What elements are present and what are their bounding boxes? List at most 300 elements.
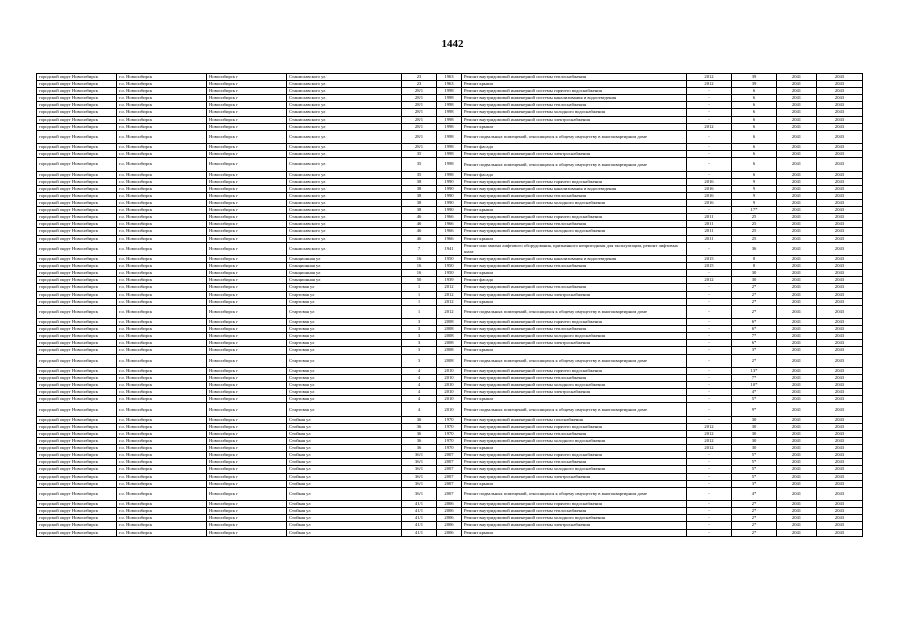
plan-start-cell: 2041 bbox=[777, 207, 817, 214]
work-type-cell: Ремонт внутридомовой инженерной системы электроснабжения bbox=[462, 473, 687, 480]
plan-end-cell: 2043 bbox=[817, 74, 863, 81]
build-year-cell: 1990 bbox=[437, 185, 462, 192]
last-repair-year-cell: - bbox=[687, 326, 732, 333]
street-cell: Станиславского ул bbox=[287, 221, 402, 228]
build-year-cell: 2008 bbox=[437, 319, 462, 326]
table-row bbox=[37, 74, 863, 81]
last-repair-year-cell: 2015 bbox=[687, 263, 732, 270]
plan-end-cell: 2043 bbox=[817, 193, 863, 200]
work-type-cell: Ремонт крыши bbox=[462, 298, 687, 305]
house-number-cell: 3 bbox=[402, 354, 437, 367]
table-row bbox=[37, 326, 863, 333]
plan-start-cell: 2041 bbox=[777, 473, 817, 480]
build-year-cell: 2010 bbox=[437, 396, 462, 403]
last-repair-year-cell: 2011 bbox=[687, 221, 732, 228]
house-number-cell: 50 bbox=[402, 277, 437, 284]
house-number-cell: 36/1 bbox=[402, 452, 437, 459]
district-cell: городской округ Новосибирск bbox=[37, 95, 117, 102]
work-type-cell: Ремонт внутридомовой инженерной системы теплоснабжения bbox=[462, 508, 687, 515]
district-cell: городской округ Новосибирск bbox=[37, 452, 117, 459]
city-cell: Новосибирск г bbox=[207, 214, 287, 221]
city-cell: Новосибирск г bbox=[207, 102, 287, 109]
table-row bbox=[37, 158, 863, 171]
wear-cell: 39 bbox=[732, 74, 777, 81]
street-cell: Стойкая ул bbox=[287, 416, 402, 423]
plan-start-cell: 2041 bbox=[777, 235, 817, 242]
street-cell: Станиславского ул bbox=[287, 235, 402, 242]
table-row bbox=[37, 375, 863, 382]
plan-start-cell: 2041 bbox=[777, 389, 817, 396]
city-cell: Новосибирск г bbox=[207, 277, 287, 284]
street-cell: Станционная ул bbox=[287, 270, 402, 277]
wear-cell: 6* bbox=[732, 319, 777, 326]
wear-cell: 3* bbox=[732, 480, 777, 487]
last-repair-year-cell: - bbox=[687, 480, 732, 487]
house-number-cell: 28/1 bbox=[402, 116, 437, 123]
plan-start-cell: 2041 bbox=[777, 522, 817, 529]
table-row bbox=[37, 185, 863, 192]
wear-cell: 36 bbox=[732, 242, 777, 255]
street-cell: Стойкая ул bbox=[287, 522, 402, 529]
district-cell: городской округ Новосибирск bbox=[37, 109, 117, 116]
municipality-cell: г.о. Новосибирск bbox=[117, 109, 207, 116]
district-cell: городской округ Новосибирск bbox=[37, 277, 117, 284]
city-cell: Новосибирск г bbox=[207, 367, 287, 374]
work-type-cell: Ремонт подвальных помещений, относящихся к общему имуществу в многоквартирном доме bbox=[462, 130, 687, 143]
table-row bbox=[37, 151, 863, 158]
house-number-cell: 4 bbox=[402, 389, 437, 396]
house-number-cell: 38 bbox=[402, 178, 437, 185]
street-cell: Станиславского ул bbox=[287, 151, 402, 158]
build-year-cell: 1990 bbox=[437, 178, 462, 185]
plan-start-cell: 2041 bbox=[777, 487, 817, 500]
plan-end-cell: 2043 bbox=[817, 438, 863, 445]
work-type-cell: Ремонт внутридомовой инженерной системы электроснабжения bbox=[462, 151, 687, 158]
plan-start-cell: 2041 bbox=[777, 144, 817, 151]
wear-cell: 6 bbox=[732, 144, 777, 151]
plan-end-cell: 2043 bbox=[817, 416, 863, 423]
work-type-cell: Ремонт внутридомовой инженерной системы теплоснабжения bbox=[462, 326, 687, 333]
plan-start-cell: 2041 bbox=[777, 298, 817, 305]
district-cell: городской округ Новосибирск bbox=[37, 235, 117, 242]
district-cell: городской округ Новосибирск bbox=[37, 501, 117, 508]
wear-cell: 4* bbox=[732, 487, 777, 500]
plan-start-cell: 2041 bbox=[777, 178, 817, 185]
build-year-cell: 2006 bbox=[437, 522, 462, 529]
work-type-cell: Ремонт внутридомовой инженерной системы холодного водоснабжения bbox=[462, 228, 687, 235]
work-type-cell: Ремонт подвальных помещений, относящихся к общему имуществу в многоквартирном доме bbox=[462, 354, 687, 367]
work-type-cell: Ремонт фасада bbox=[462, 171, 687, 178]
last-repair-year-cell: - bbox=[687, 403, 732, 416]
house-number-cell: 23 bbox=[402, 74, 437, 81]
house-number-cell: 3 bbox=[402, 326, 437, 333]
wear-cell: 5* bbox=[732, 459, 777, 466]
district-cell: городской округ Новосибирск bbox=[37, 305, 117, 318]
plan-start-cell: 2041 bbox=[777, 228, 817, 235]
municipality-cell: г.о. Новосибирск bbox=[117, 529, 207, 536]
build-year-cell: 2007 bbox=[437, 452, 462, 459]
build-year-cell: 1998 bbox=[437, 151, 462, 158]
table-row bbox=[37, 354, 863, 367]
district-cell: городской округ Новосибирск bbox=[37, 403, 117, 416]
plan-end-cell: 2043 bbox=[817, 487, 863, 500]
table-row bbox=[37, 389, 863, 396]
house-number-cell: 7 bbox=[402, 242, 437, 255]
street-cell: Стойкая ул bbox=[287, 473, 402, 480]
build-year-cell: 1998 bbox=[437, 95, 462, 102]
last-repair-year-cell: - bbox=[687, 151, 732, 158]
wear-cell: 9 bbox=[732, 193, 777, 200]
municipality-cell: г.о. Новосибирск bbox=[117, 256, 207, 263]
table-row bbox=[37, 305, 863, 318]
municipality-cell: г.о. Новосибирск bbox=[117, 291, 207, 298]
plan-end-cell: 2043 bbox=[817, 235, 863, 242]
municipality-cell: г.о. Новосибирск bbox=[117, 459, 207, 466]
city-cell: Новосибирск г bbox=[207, 416, 287, 423]
house-number-cell: 35 bbox=[402, 171, 437, 178]
last-repair-year-cell: - bbox=[687, 102, 732, 109]
plan-start-cell: 2041 bbox=[777, 319, 817, 326]
street-cell: Стойкая ул bbox=[287, 501, 402, 508]
municipality-cell: г.о. Новосибирск bbox=[117, 375, 207, 382]
district-cell: городской округ Новосибирск bbox=[37, 529, 117, 536]
build-year-cell: 2012 bbox=[437, 284, 462, 291]
district-cell: городской округ Новосибирск bbox=[37, 466, 117, 473]
table-row bbox=[37, 263, 863, 270]
last-repair-year-cell: 2012 bbox=[687, 431, 732, 438]
plan-end-cell: 2043 bbox=[817, 277, 863, 284]
plan-start-cell: 2041 bbox=[777, 416, 817, 423]
work-type-cell: Ремонт подвальных помещений, относящихся к общему имуществу в многоквартирном доме bbox=[462, 403, 687, 416]
house-number-cell: 28/1 bbox=[402, 102, 437, 109]
municipality-cell: г.о. Новосибирск bbox=[117, 130, 207, 143]
plan-start-cell: 2041 bbox=[777, 200, 817, 207]
street-cell: Стойкая ул bbox=[287, 515, 402, 522]
plan-end-cell: 2043 bbox=[817, 354, 863, 367]
city-cell: Новосибирск г bbox=[207, 185, 287, 192]
table-row bbox=[37, 200, 863, 207]
last-repair-year-cell: 2012 bbox=[687, 123, 732, 130]
municipality-cell: г.о. Новосибирск bbox=[117, 151, 207, 158]
city-cell: Новосибирск г bbox=[207, 291, 287, 298]
municipality-cell: г.о. Новосибирск bbox=[117, 270, 207, 277]
table-row bbox=[37, 487, 863, 500]
street-cell: Стойкая ул bbox=[287, 529, 402, 536]
wear-cell: 30 bbox=[732, 277, 777, 284]
last-repair-year-cell: - bbox=[687, 416, 732, 423]
district-cell: городской округ Новосибирск bbox=[37, 480, 117, 487]
build-year-cell: 1998 bbox=[437, 123, 462, 130]
plan-end-cell: 2043 bbox=[817, 95, 863, 102]
wear-cell: 2* bbox=[732, 515, 777, 522]
plan-start-cell: 2041 bbox=[777, 88, 817, 95]
table-row bbox=[37, 235, 863, 242]
house-number-cell: 36/1 bbox=[402, 473, 437, 480]
plan-end-cell: 2043 bbox=[817, 284, 863, 291]
last-repair-year-cell: - bbox=[687, 144, 732, 151]
street-cell: Стартовая ул bbox=[287, 326, 402, 333]
street-cell: Стойкая ул bbox=[287, 423, 402, 430]
district-cell: городской округ Новосибирск bbox=[37, 354, 117, 367]
municipality-cell: г.о. Новосибирск bbox=[117, 102, 207, 109]
plan-end-cell: 2043 bbox=[817, 347, 863, 354]
work-type-cell: Ремонт внутридомовой инженерной системы теплоснабжения bbox=[462, 284, 687, 291]
build-year-cell: 1990 bbox=[437, 193, 462, 200]
plan-end-cell: 2043 bbox=[817, 515, 863, 522]
plan-start-cell: 2041 bbox=[777, 396, 817, 403]
last-repair-year-cell: - bbox=[687, 375, 732, 382]
last-repair-year-cell: - bbox=[687, 452, 732, 459]
table-row bbox=[37, 423, 863, 430]
work-type-cell: Ремонт крыши bbox=[462, 123, 687, 130]
work-type-cell: Ремонт крыши bbox=[462, 81, 687, 88]
work-type-cell: Ремонт внутридомовой инженерной системы электроснабжения bbox=[462, 340, 687, 347]
work-type-cell: Ремонт внутридомовой инженерной системы горячего водоснабжения bbox=[462, 214, 687, 221]
table-row bbox=[37, 445, 863, 452]
last-repair-year-cell: 2015 bbox=[687, 256, 732, 263]
work-type-cell: Ремонт крыши bbox=[462, 270, 687, 277]
municipality-cell: г.о. Новосибирск bbox=[117, 207, 207, 214]
house-number-cell: 28/1 bbox=[402, 123, 437, 130]
house-number-cell: 28/1 bbox=[402, 130, 437, 143]
table-row bbox=[37, 270, 863, 277]
wear-cell: 6 bbox=[732, 158, 777, 171]
municipality-cell: г.о. Новосибирск bbox=[117, 452, 207, 459]
build-year-cell: 1970 bbox=[437, 438, 462, 445]
build-year-cell: 1970 bbox=[437, 423, 462, 430]
plan-start-cell: 2041 bbox=[777, 459, 817, 466]
last-repair-year-cell: 2012 bbox=[687, 438, 732, 445]
district-cell: городской округ Новосибирск bbox=[37, 416, 117, 423]
plan-start-cell: 2041 bbox=[777, 333, 817, 340]
wear-cell: 25 bbox=[732, 235, 777, 242]
municipality-cell: г.о. Новосибирск bbox=[117, 480, 207, 487]
last-repair-year-cell: - bbox=[687, 207, 732, 214]
house-number-cell: 1 bbox=[402, 298, 437, 305]
table-row bbox=[37, 171, 863, 178]
table-row bbox=[37, 340, 863, 347]
city-cell: Новосибирск г bbox=[207, 95, 287, 102]
city-cell: Новосибирск г bbox=[207, 270, 287, 277]
city-cell: Новосибирск г bbox=[207, 473, 287, 480]
street-cell: Стойкая ул bbox=[287, 445, 402, 452]
table-row bbox=[37, 515, 863, 522]
street-cell: Стойкая ул bbox=[287, 480, 402, 487]
municipality-cell: г.о. Новосибирск bbox=[117, 396, 207, 403]
plan-start-cell: 2041 bbox=[777, 305, 817, 318]
city-cell: Новосибирск г bbox=[207, 74, 287, 81]
street-cell: Станиславского ул bbox=[287, 102, 402, 109]
plan-start-cell: 2041 bbox=[777, 508, 817, 515]
municipality-cell: г.о. Новосибирск bbox=[117, 144, 207, 151]
wear-cell: 6 bbox=[732, 102, 777, 109]
plan-end-cell: 2043 bbox=[817, 207, 863, 214]
work-type-cell: Ремонт внутридомовой инженерной системы теплоснабжения bbox=[462, 102, 687, 109]
work-type-cell: Ремонт внутридомовой инженерной системы холодного водоснабжения bbox=[462, 515, 687, 522]
plan-start-cell: 2041 bbox=[777, 221, 817, 228]
street-cell: Стартовая ул bbox=[287, 367, 402, 374]
district-cell: городской округ Новосибирск bbox=[37, 263, 117, 270]
municipality-cell: г.о. Новосибирск bbox=[117, 403, 207, 416]
table-row bbox=[37, 144, 863, 151]
street-cell: Станиславского ул bbox=[287, 185, 402, 192]
work-type-cell: Ремонт внутридомовой инженерной системы горячего водоснабжения bbox=[462, 319, 687, 326]
municipality-cell: г.о. Новосибирск bbox=[117, 178, 207, 185]
build-year-cell: 1998 bbox=[437, 144, 462, 151]
last-repair-year-cell: - bbox=[687, 367, 732, 374]
table-row bbox=[37, 284, 863, 291]
wear-cell: 6* bbox=[732, 326, 777, 333]
district-cell: городской округ Новосибирск bbox=[37, 171, 117, 178]
city-cell: Новосибирск г bbox=[207, 158, 287, 171]
plan-end-cell: 2043 bbox=[817, 263, 863, 270]
table-row bbox=[37, 102, 863, 109]
street-cell: Стартовая ул bbox=[287, 375, 402, 382]
city-cell: Новосибирск г bbox=[207, 522, 287, 529]
work-type-cell: Ремонт внутридомовой инженерной системы теплоснабжения bbox=[462, 459, 687, 466]
wear-cell: 6 bbox=[732, 171, 777, 178]
district-cell: городской округ Новосибирск bbox=[37, 123, 117, 130]
plan-start-cell: 2041 bbox=[777, 326, 817, 333]
wear-cell: 30 bbox=[732, 438, 777, 445]
district-cell: городской округ Новосибирск bbox=[37, 375, 117, 382]
municipality-cell: г.о. Новосибирск bbox=[117, 473, 207, 480]
plan-end-cell: 2043 bbox=[817, 319, 863, 326]
plan-end-cell: 2043 bbox=[817, 452, 863, 459]
table-row bbox=[37, 319, 863, 326]
plan-end-cell: 2043 bbox=[817, 298, 863, 305]
city-cell: Новосибирск г bbox=[207, 109, 287, 116]
city-cell: Новосибирск г bbox=[207, 396, 287, 403]
street-cell: Стойкая ул bbox=[287, 431, 402, 438]
municipality-cell: г.о. Новосибирск bbox=[117, 193, 207, 200]
work-type-cell: Ремонт фасада bbox=[462, 144, 687, 151]
plan-start-cell: 2041 bbox=[777, 403, 817, 416]
city-cell: Новосибирск г bbox=[207, 501, 287, 508]
wear-cell: 6* bbox=[732, 340, 777, 347]
street-cell: Стартовая ул bbox=[287, 389, 402, 396]
build-year-cell: 2012 bbox=[437, 298, 462, 305]
house-number-cell: 4 bbox=[402, 382, 437, 389]
house-number-cell: 1 bbox=[402, 305, 437, 318]
wear-cell: 13* bbox=[732, 367, 777, 374]
work-type-cell: Ремонт подвальных помещений, относящихся к общему имуществу в многоквартирном доме bbox=[462, 487, 687, 500]
work-type-cell: Ремонт внутридомовой инженерной системы канализования и водоотведения bbox=[462, 95, 687, 102]
work-type-cell: Ремонт подвальных помещений, относящихся к общему имуществу в многоквартирном доме bbox=[462, 305, 687, 318]
street-cell: Станиславского ул bbox=[287, 228, 402, 235]
wear-cell: 2* bbox=[732, 284, 777, 291]
work-type-cell: Ремонт внутридомовой инженерной системы теплоснабжения bbox=[462, 221, 687, 228]
municipality-cell: г.о. Новосибирск bbox=[117, 522, 207, 529]
plan-start-cell: 2041 bbox=[777, 109, 817, 116]
plan-end-cell: 2043 bbox=[817, 522, 863, 529]
house-number-cell: 36 bbox=[402, 423, 437, 430]
wear-cell: 17* bbox=[732, 207, 777, 214]
build-year-cell: 1998 bbox=[437, 130, 462, 143]
plan-end-cell: 2043 bbox=[817, 102, 863, 109]
last-repair-year-cell: - bbox=[687, 171, 732, 178]
house-number-cell: 28/1 bbox=[402, 88, 437, 95]
table-row bbox=[37, 277, 863, 284]
plan-start-cell: 2041 bbox=[777, 431, 817, 438]
district-cell: городской округ Новосибирск bbox=[37, 487, 117, 500]
house-number-cell: 41/1 bbox=[402, 508, 437, 515]
house-number-cell: 46 bbox=[402, 221, 437, 228]
district-cell: городской округ Новосибирск bbox=[37, 81, 117, 88]
street-cell: Стартовая ул bbox=[287, 298, 402, 305]
municipality-cell: г.о. Новосибирск bbox=[117, 431, 207, 438]
district-cell: городской округ Новосибирск bbox=[37, 185, 117, 192]
city-cell: Новосибирск г bbox=[207, 438, 287, 445]
wear-cell: 6 bbox=[732, 95, 777, 102]
wear-cell: 6 bbox=[732, 88, 777, 95]
city-cell: Новосибирск г bbox=[207, 389, 287, 396]
municipality-cell: г.о. Новосибирск bbox=[117, 487, 207, 500]
plan-start-cell: 2041 bbox=[777, 480, 817, 487]
wear-cell: 25 bbox=[732, 228, 777, 235]
district-cell: городской округ Новосибирск bbox=[37, 389, 117, 396]
street-cell: Стартовая ул bbox=[287, 340, 402, 347]
municipality-cell: г.о. Новосибирск bbox=[117, 438, 207, 445]
last-repair-year-cell: 2016 bbox=[687, 185, 732, 192]
build-year-cell: 1998 bbox=[437, 102, 462, 109]
build-year-cell: 2007 bbox=[437, 487, 462, 500]
work-type-cell: Ремонт внутридомовой инженерной системы холодного водоснабжения bbox=[462, 382, 687, 389]
build-year-cell: 1970 bbox=[437, 416, 462, 423]
district-cell: городской округ Новосибирск bbox=[37, 438, 117, 445]
build-year-cell: 2010 bbox=[437, 367, 462, 374]
plan-end-cell: 2043 bbox=[817, 529, 863, 536]
city-cell: Новосибирск г bbox=[207, 423, 287, 430]
district-cell: городской округ Новосибирск bbox=[37, 340, 117, 347]
table-row bbox=[37, 256, 863, 263]
city-cell: Новосибирск г bbox=[207, 221, 287, 228]
district-cell: городской округ Новосибирск bbox=[37, 333, 117, 340]
work-type-cell: Ремонт фасада bbox=[462, 277, 687, 284]
wear-cell: 7* bbox=[732, 333, 777, 340]
plan-start-cell: 2041 bbox=[777, 291, 817, 298]
plan-end-cell: 2043 bbox=[817, 508, 863, 515]
last-repair-year-cell: - bbox=[687, 529, 732, 536]
table-row bbox=[37, 382, 863, 389]
street-cell: Станиславского ул bbox=[287, 144, 402, 151]
plan-end-cell: 2043 bbox=[817, 326, 863, 333]
wear-cell: 25 bbox=[732, 214, 777, 221]
last-repair-year-cell: - bbox=[687, 347, 732, 354]
plan-start-cell: 2041 bbox=[777, 452, 817, 459]
plan-start-cell: 2041 bbox=[777, 340, 817, 347]
municipality-cell: г.о. Новосибирск bbox=[117, 277, 207, 284]
work-type-cell: Ремонт внутридомовой инженерной системы горячего водоснабжения bbox=[462, 367, 687, 374]
build-year-cell: 2008 bbox=[437, 333, 462, 340]
plan-start-cell: 2041 bbox=[777, 74, 817, 81]
plan-end-cell: 2043 bbox=[817, 185, 863, 192]
plan-end-cell: 2043 bbox=[817, 291, 863, 298]
wear-cell: 9 bbox=[732, 178, 777, 185]
build-year-cell: 2008 bbox=[437, 347, 462, 354]
street-cell: Стойкая ул bbox=[287, 487, 402, 500]
house-number-cell: 46 bbox=[402, 214, 437, 221]
work-type-cell: Ремонт крыши bbox=[462, 207, 687, 214]
table-row bbox=[37, 501, 863, 508]
build-year-cell: 1998 bbox=[437, 158, 462, 171]
work-type-cell: Ремонт подвальных помещений, относящихся к общему имуществу в многоквартирном доме bbox=[462, 158, 687, 171]
plan-end-cell: 2043 bbox=[817, 242, 863, 255]
city-cell: Новосибирск г bbox=[207, 200, 287, 207]
last-repair-year-cell: - bbox=[687, 515, 732, 522]
wear-cell: 30 bbox=[732, 270, 777, 277]
build-year-cell: 1998 bbox=[437, 171, 462, 178]
